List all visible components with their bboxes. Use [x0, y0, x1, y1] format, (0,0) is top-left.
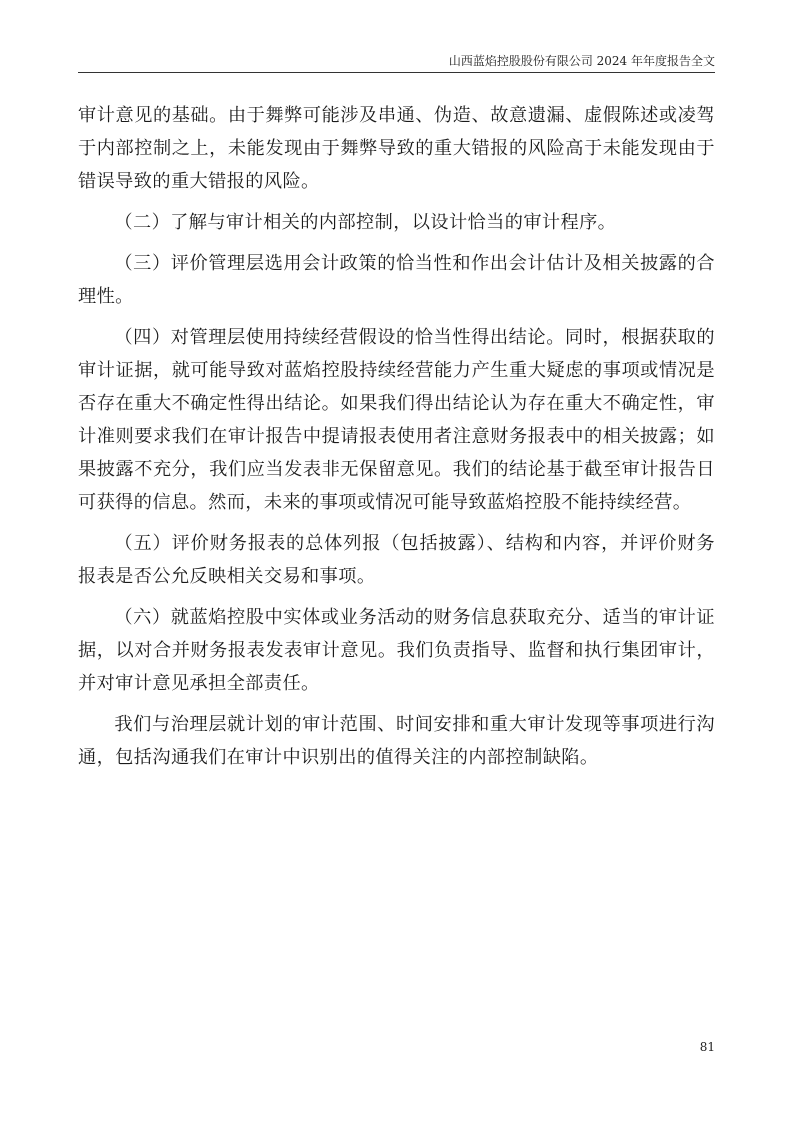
paragraph-item-3: （三）评价管理层选用会计政策的恰当性和作出会计估计及相关披露的合理性。 — [78, 253, 715, 307]
report-header-title: 山西蓝焰控股股份有限公司 2024 年年度报告全文 — [448, 54, 715, 68]
header-divider — [78, 72, 715, 73]
paragraph-continuation: 审计意见的基础。由于舞弊可能涉及串通、伪造、故意遗漏、虚假陈述或凌驾于内部控制之上，未能发现由于舞弊导致的重大错报的风险高于未能发现由于错误导致的重大错报的风险。 — [78, 105, 715, 192]
page-body — [78, 99, 715, 782]
paragraph-communication: 我们与治理层就计划的审计范围、时间安排和重大审计发现等事项进行沟通，包括沟通我们在审计中识别出的值得关注的内部控制缺陷。 — [78, 714, 715, 768]
paragraph-item-2: （二）了解与审计相关的内部控制，以设计恰当的审计程序。 — [114, 212, 617, 233]
paragraph-item-6: （六）就蓝焰控股中实体或业务活动的财务信息获取充分、适当的审计证据，以对合并财务报表发表审计意见。我们负责指导、监督和执行集团审计，并对审计意见承担全部责任。 — [78, 607, 715, 694]
paragraph-item-5: （五）评价财务报表的总体列报（包括披露）、结构和内容，并评价财务报表是否公允反映相关交易和事项。 — [78, 533, 715, 587]
page-number: 81 — [699, 1040, 715, 1054]
paragraph-item-4: （四）对管理层使用持续经营假设的恰当性得出结论。同时，根据获取的审计证据，就可能导致对蓝焰控股持续经营能力产生重大疑虑的事项或情况是否存在重大不确定性得出结论。如果我们得出结论认为存在重大不确定性，审计准则要求我们在审计报告中提请报表使用者注意财务报表中的相关披露；如果披露不充分，我们应当发表非无保留意见。我们的结论基于截至审计报告日可获得的信息。然而，未来的事项或情况可能导致蓝焰控股不能持续经营。 — [78, 327, 715, 513]
